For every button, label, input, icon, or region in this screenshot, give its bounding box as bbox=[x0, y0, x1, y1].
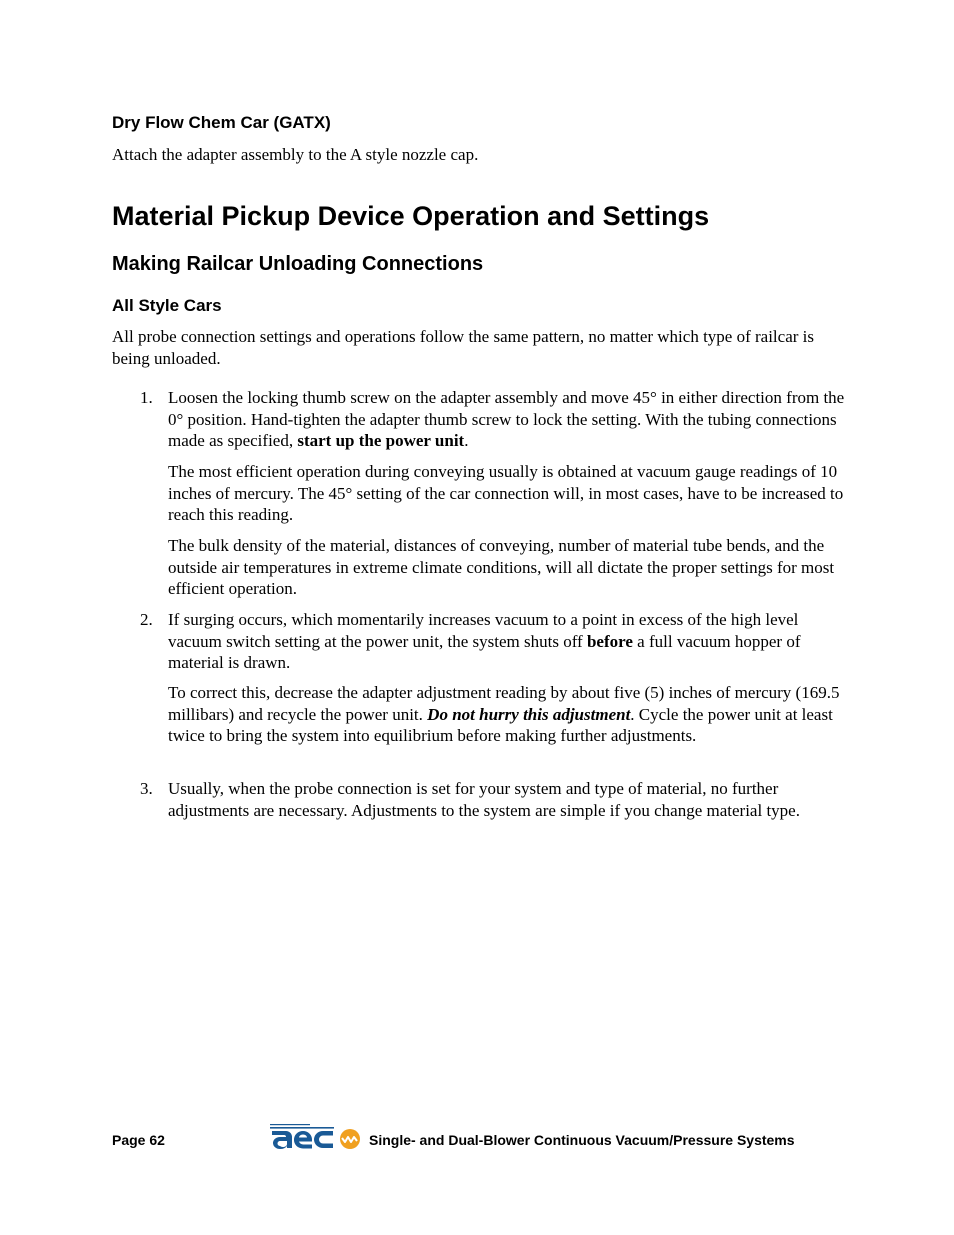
step-1-text: Loosen the locking thumb screw on the adapter assembly and move 45° in either direction from the 0° position. Hand-tighten the adapter thumb screw to lock the setting. With the tubing connections made as specified, bbox=[168, 388, 845, 450]
all-style-intro: All probe connection settings and operations follow the same pattern, no matter which type of railcar is being unloaded. bbox=[112, 327, 814, 368]
step-2-p2-text: To correct this, decrease the adapter adjustment reading by about five (5) inches of mercury (169.5 millibars) and recycle the power unit. bbox=[168, 683, 840, 724]
page-title: Material Pickup Device Operation and Settings bbox=[112, 201, 710, 231]
step-number-2: 2. bbox=[140, 610, 153, 629]
step-3-paragraph-1: Usually, when the probe connection is set for your system and type of material, no further adjustments are necessary. Adjustments to the system are simple if you change material type. bbox=[168, 779, 800, 820]
dry-flow-text: Attach the adapter assembly to the A style nozzle cap. bbox=[112, 145, 479, 164]
section-heading-dry-flow: Dry Flow Chem Car (GATX) bbox=[112, 113, 331, 132]
step-2-paragraph-2 bbox=[168, 682, 848, 747]
aec-logo-icon bbox=[270, 1121, 362, 1151]
step-2-end: a full vacuum hopper of material is drawn. bbox=[168, 631, 801, 672]
section-subtitle: Making Railcar Unloading Connections bbox=[112, 253, 484, 275]
step-1-end: . bbox=[464, 431, 469, 450]
step-number-3: 3. bbox=[140, 779, 153, 798]
section-heading-all-style: All Style Cars bbox=[112, 296, 222, 315]
step-2-bold-italic: Do not hurry this adjustment bbox=[427, 704, 631, 724]
step-1-paragraph-3: The bulk density of the material, distances of conveying, number of material tube bends, and the outside air temperatures in extreme climate conditions, will all dictate the proper settings for most efficient operation. bbox=[168, 536, 835, 598]
step-number-1: 1. bbox=[140, 388, 153, 407]
step-2-bold: before bbox=[586, 631, 633, 651]
step-2-paragraph-1 bbox=[168, 609, 848, 674]
document-title: Single- and Dual-Blower Continuous Vacuum/Pressure Systems bbox=[369, 1132, 795, 1148]
step-1-bold: start up the power unit bbox=[297, 431, 465, 450]
step-2-text: If surging occurs, which momentarily increases vacuum to a point in excess of the high level vacuum switch setting at the power unit, the system shuts off bbox=[168, 610, 799, 651]
page-number: Page 62 bbox=[112, 1132, 165, 1148]
step-2-p2-end: . Cycle the power unit at least twice to bring the system into equilibrium before making further adjustments. bbox=[168, 704, 833, 745]
step-1-paragraph-1 bbox=[168, 387, 848, 452]
step-1-paragraph-2: The most efficient operation during conveying usually is obtained at vacuum gauge readings of 10 inches of mercury. The 45° setting of the car connection will, in most cases, have to be increased to reach this reading. bbox=[168, 462, 844, 524]
